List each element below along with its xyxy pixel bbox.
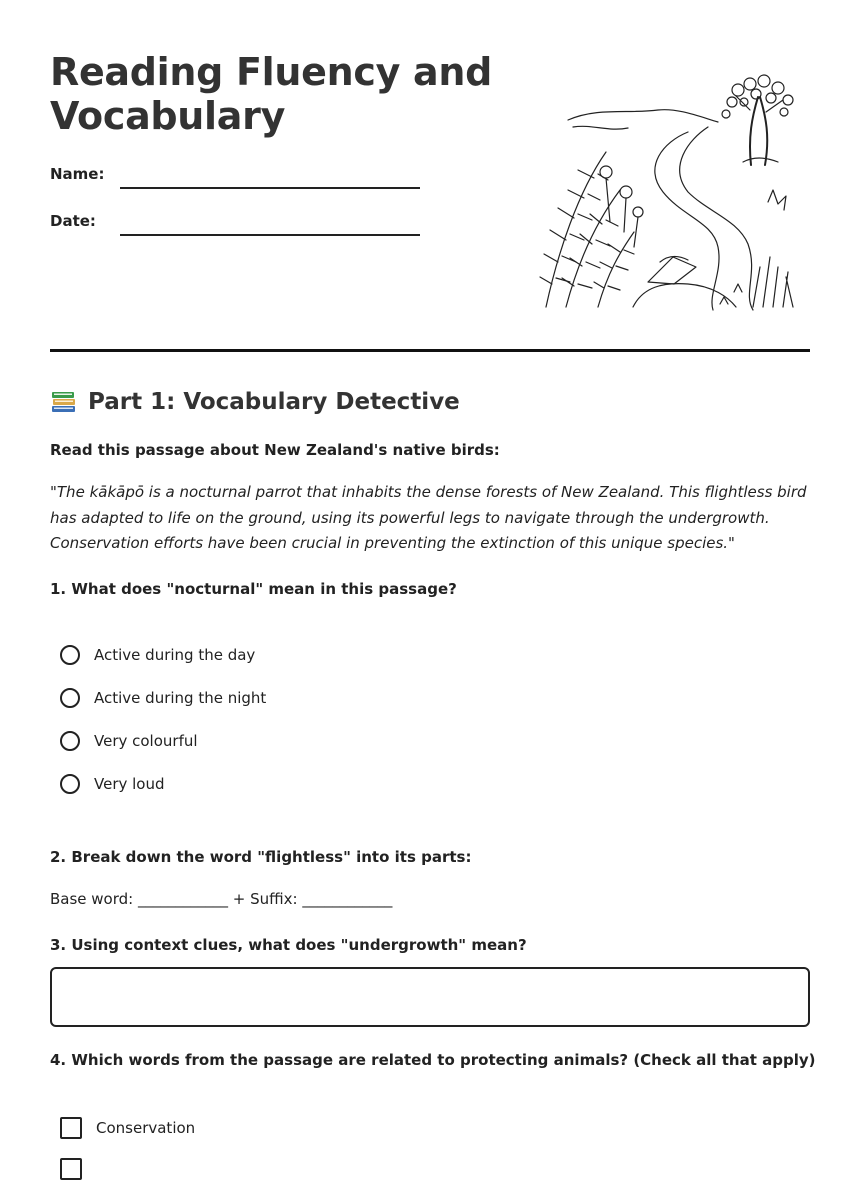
option-label: Very loud [94,775,165,793]
q4-option-conservation[interactable] [60,1117,195,1139]
part1-heading [50,388,460,416]
checkbox[interactable] [60,1158,82,1180]
question-2-text: 2. Break down the word "flightless" into its parts: [50,848,472,866]
date-field[interactable] [120,234,420,236]
name-label: Name: [50,165,105,183]
checkbox[interactable] [60,1117,82,1139]
question-1-text: 1. What does "nocturnal" mean in this passage? [50,580,457,598]
part1-heading-text: Part 1: Vocabulary Detective [88,389,460,415]
q1-option-colourful[interactable] [60,731,198,751]
path-landscape-illustration [538,72,800,312]
option-label: Active during the day [94,646,256,664]
radio-button[interactable] [60,688,80,708]
option-label: Active during the night [94,689,267,707]
name-field[interactable] [120,187,420,189]
books-icon [50,388,78,416]
q1-option-loud[interactable] [60,774,165,794]
date-label: Date: [50,212,96,230]
q4-option-next-partial[interactable] [60,1158,82,1180]
option-label: Conservation [96,1119,196,1137]
q1-option-night[interactable] [60,688,266,708]
radio-button[interactable] [60,645,80,665]
radio-button[interactable] [60,774,80,794]
question-4-text: 4. Which words from the passage are related to protecting animals? (Check all that apply) [50,1051,816,1069]
radio-button[interactable] [60,731,80,751]
passage-instruction: Read this passage about New Zealand's native birds: [50,441,500,459]
option-label: Very colourful [94,732,198,750]
reading-passage: "The kākāpō is a nocturnal parrot that inhabits the dense forests of New Zealand. This flightless bird has adapted to life on the ground, using its powerful legs to navigate through the undergrowth. Conservation efforts have been crucial in preventing the extinction of this unique species." [50,483,807,552]
question-3-answer-box[interactable] [50,967,810,1027]
question-2-answer-line[interactable]: Base word: ____________ + Suffix: ____________ [50,890,393,908]
section-divider [50,349,810,352]
question-3-text: 3. Using context clues, what does "undergrowth" mean? [50,936,527,954]
q1-option-day[interactable] [60,645,255,665]
worksheet-title: Reading Fluency and Vocabulary [50,50,492,138]
